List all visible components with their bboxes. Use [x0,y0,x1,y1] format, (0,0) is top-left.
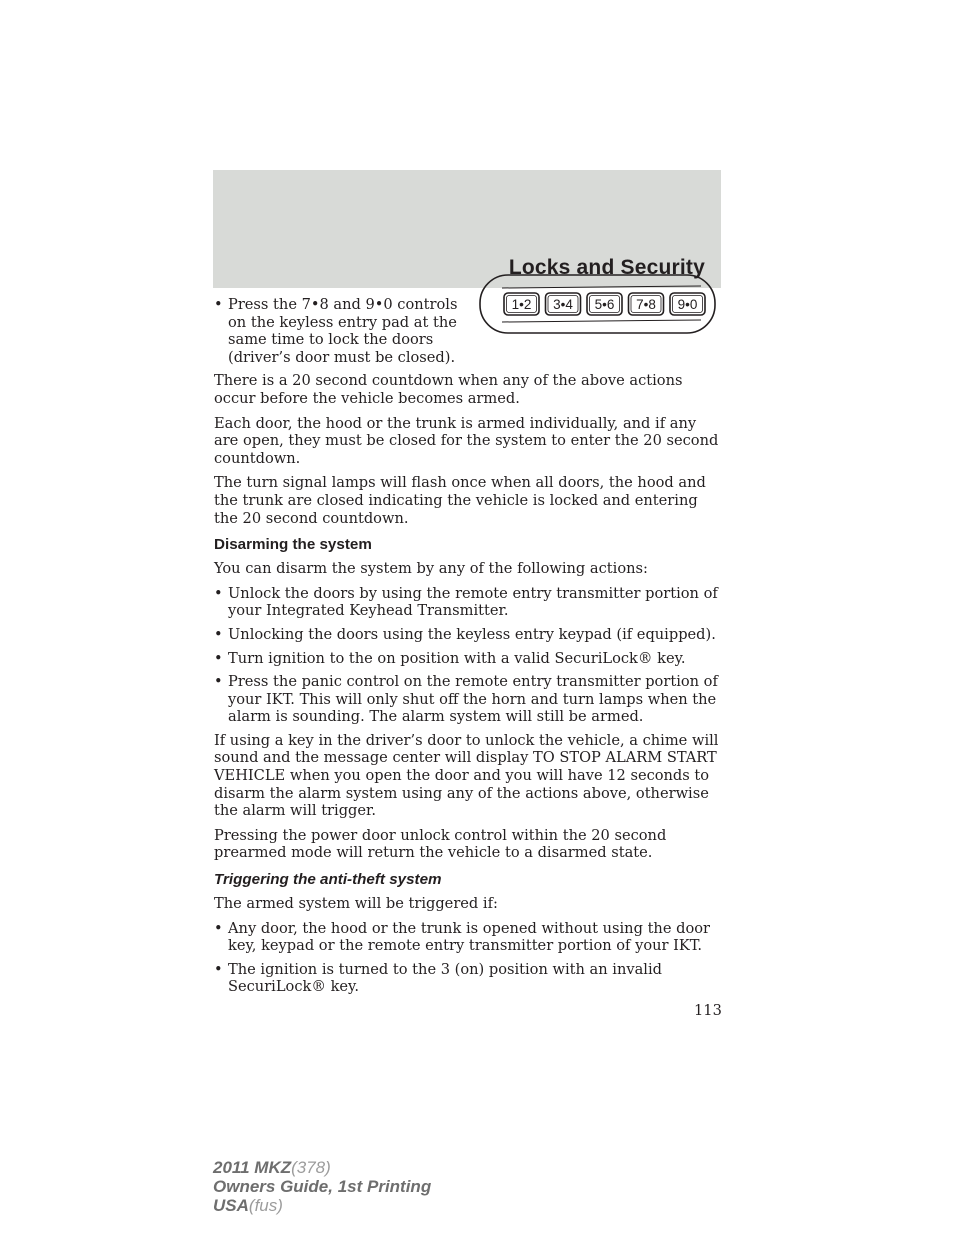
bullet-icon: • [214,673,223,691]
footer-guide: Owners Guide, 1st Printing [213,1177,432,1196]
paragraph: Pressing the power door unlock control within the 20 second prearmed mode will return the vehicle to a disarmed state. [214,826,667,862]
section-heading-disarming: Disarming the system [214,536,372,554]
keypad-key-label: 5•6 [594,297,615,312]
section-header-band [213,170,721,288]
list-item: • Press the 7•8 and 9•0 controls on the keyless entry pad at the same time to lock the doors (driver’s door must be closed). [214,296,458,366]
bullet-icon: • [214,960,223,978]
bullet-icon: • [214,584,223,602]
list-item: • Press the panic control on the remote entry transmitter portion of your IKT. This will only shut off the horn and turn lamps when the alarm is sounding. The alarm system will still be armed. [214,673,718,726]
list-item: • The ignition is turned to the 3 (on) position with an invalid SecuriLock® key. [214,960,662,996]
list-item: • Unlocking the doors using the keyless entry keypad (if equipped). [214,625,716,643]
bullet-icon: • [214,296,223,313]
keypad-key-label: 7•8 [636,297,656,312]
footer-model: 2011 MKZ [213,1158,292,1177]
footer-market: USA [213,1196,249,1215]
paragraph: If using a key in the driver’s door to unlock the vehicle, a chime will sound and the message center will display TO STOP ALARM START VEHICLE when you open the door and you will have 12 seconds to disarm the alarm system using any of the actions above, otherwise the alarm will trigger. [214,731,719,820]
footer-market-code: (fus) [248,1196,283,1215]
paragraph: There is a 20 second countdown when any of the above actions occur before the vehicle becomes armed. [214,372,683,407]
bullet-icon: • [214,649,223,667]
list-item: • Turn ignition to the on position with a valid SecuriLock® key. [214,649,686,667]
bullet-icon: • [214,625,223,643]
footer-model-code: (378) [291,1158,331,1177]
print-footer [213,1158,431,1215]
paragraph: You can disarm the system by any of the following actions: [214,560,648,578]
section-heading-triggering: Triggering the anti-theft system [214,871,442,889]
keypad-key-label: 9•0 [677,297,698,312]
bullet-icon: • [214,919,223,937]
section-title: Locks and Security [508,256,705,279]
paragraph: The turn signal lamps will flash once when all doors, the hood and the trunk are closed indicating the vehicle is locked and entering the 20 second countdown. [214,474,706,527]
list-item: • Any door, the hood or the trunk is opened without using the door key, keypad or the remote entry transmitter portion of your IKT. [214,919,710,955]
list-item: • Unlock the doors by using the remote entry transmitter portion of your Integrated Keyhead Transmitter. [214,584,718,620]
paragraph: Each door, the hood or the trunk is armed individually, and if any are open, they must be closed for the system to enter the 20 second countdown. [214,414,719,467]
keypad-key-label: 1•2 [511,297,532,312]
page-number: 113 [694,1002,722,1019]
paragraph: The armed system will be triggered if: [214,895,498,913]
keypad-key-label: 3•4 [553,297,573,312]
page-body [214,296,724,1002]
